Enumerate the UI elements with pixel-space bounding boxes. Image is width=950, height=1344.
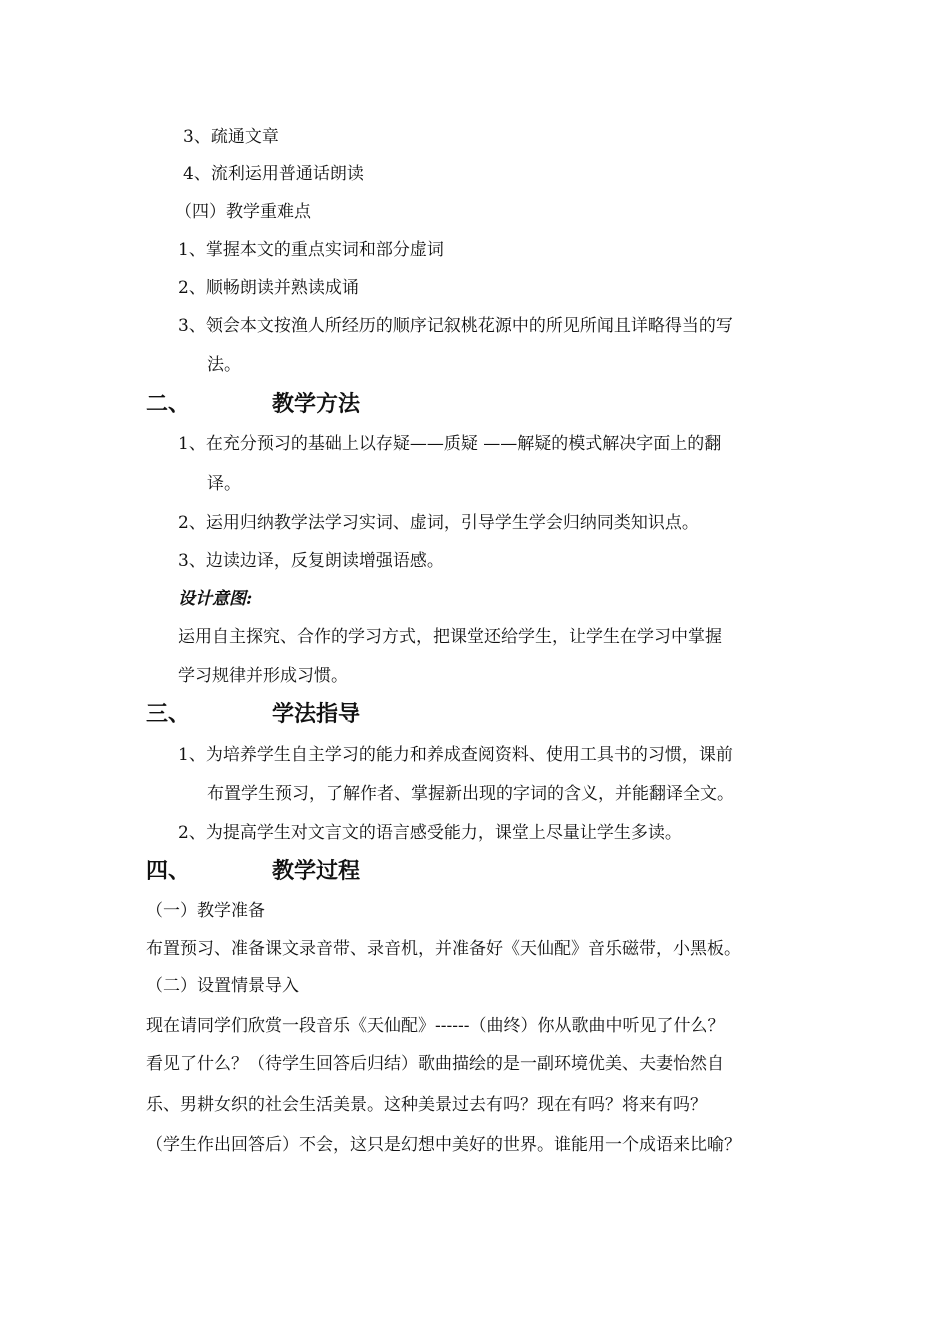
goal-item-3: 3、疏通文章: [183, 127, 279, 147]
section4-item-1: 1、掌握本文的重点实词和部分虚词: [178, 240, 444, 260]
part4-sub2-line-2: 看见了什么？（待学生回答后归结）歌曲描绘的是一副环境优美、夫妻怡然自: [146, 1054, 724, 1074]
design-intent-label: 设计意图:: [178, 589, 253, 609]
part3-item-1: 1、为培养学生自主学习的能力和养成查阅资料、使用工具书的习惯，课前: [178, 745, 733, 765]
part4-sub2-line-1: 现在请同学们欣赏一段音乐《天仙配》------（曲终）你从歌曲中听见了什么？: [146, 1016, 725, 1036]
part4-heading: [146, 857, 360, 885]
part3-title: 学法指导: [272, 701, 361, 727]
part3-heading: [146, 700, 360, 728]
part4-sub1-title: （一）教学准备: [146, 901, 265, 921]
part2-item-1-cont: 译。: [207, 474, 241, 494]
design-intent-line-1: 运用自主探究、合作的学习方式，把课堂还给学生，让学生在学习中掌握: [178, 627, 722, 647]
section4-title: （四）教学重难点: [175, 202, 311, 222]
goal-item-4: 4、流利运用普通话朗读: [183, 164, 364, 184]
part4-sub2-line-4: （学生作出回答后）不会，这只是幻想中美好的世界。谁能用一个成语来比喻？: [146, 1135, 741, 1155]
part2-item-2: 2、运用归纳教学法学习实词、虚词，引导学生学会归纳同类知识点。: [178, 513, 699, 533]
part2-title: 教学方法: [272, 391, 361, 417]
part3-number: 三、: [146, 701, 191, 727]
part2-number: 二、: [146, 391, 191, 417]
part2-item-3: 3、边读边译，反复朗读增强语感。: [178, 551, 444, 571]
part2-heading: [146, 390, 360, 418]
section4-item-2: 2、顺畅朗读并熟读成诵: [178, 278, 359, 298]
part4-sub1-text: 布置预习、准备课文录音带、录音机，并准备好《天仙配》音乐磁带，小黑板。: [146, 939, 741, 959]
design-intent-line-2: 学习规律并形成习惯。: [178, 666, 348, 686]
part3-item-1-cont: 布置学生预习，了解作者、掌握新出现的字词的含义，并能翻译全文。: [207, 784, 734, 804]
part2-item-1: 1、在充分预习的基础上以存疑——质疑 ——解疑的模式解决字面上的翻: [178, 434, 722, 454]
section4-item-3-cont: 法。: [207, 355, 241, 375]
part3-item-2: 2、为提高学生对文言文的语言感受能力，课堂上尽量让学生多读。: [178, 823, 682, 843]
part4-title: 教学过程: [272, 858, 361, 884]
section4-item-3: 3、领会本文按渔人所经历的顺序记叙桃花源中的所见所闻且详略得当的写: [178, 316, 733, 336]
part4-number: 四、: [146, 858, 191, 884]
part4-sub2-title: （二）设置情景导入: [146, 976, 299, 996]
part4-sub2-line-3: 乐、男耕女织的社会生活美景。这种美景过去有吗？现在有吗？将来有吗？: [146, 1095, 707, 1115]
